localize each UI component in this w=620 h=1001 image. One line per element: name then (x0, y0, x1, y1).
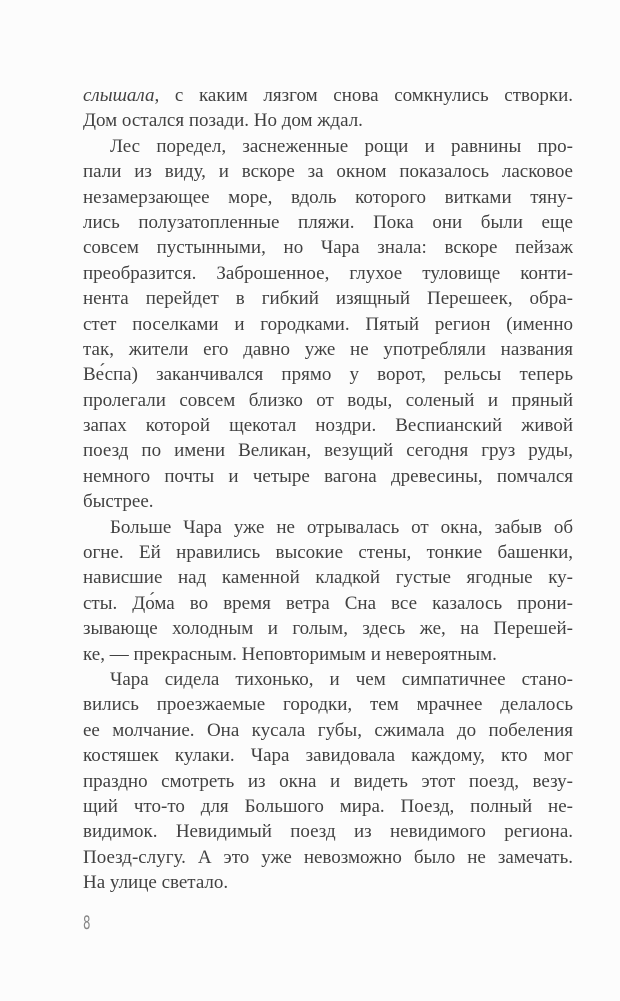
text-line (83, 337, 573, 362)
text-segment: Дом остался позади. Но дом ждал. (83, 110, 363, 132)
text-segment: преобразится. Заброшенное, глухое туловище конти- (83, 262, 573, 284)
text-line (83, 438, 573, 463)
text-line (83, 286, 573, 311)
text-segment: огне. Ей нравились высокие стены, тонкие башенки, (83, 542, 573, 564)
text-line (83, 362, 573, 387)
text-segment: поезд по имени Великан, везущий сегодня груз руды, (83, 440, 573, 462)
text-line (83, 845, 573, 870)
text-segment: праздно смотреть из окна и видеть этот поезд, везу- (83, 770, 573, 792)
text-line (83, 388, 573, 413)
text-segment: ке, — прекрасным. Неповторимым и невероятным. (83, 643, 497, 665)
text-line (83, 413, 573, 438)
text-segment: ее молчание. Она кусала губы, сжимала до побеления (83, 719, 573, 741)
text-line (83, 692, 573, 717)
text-line (83, 794, 573, 819)
text-line (83, 565, 573, 590)
text-line (83, 210, 573, 235)
text-segment: лись полузатопленные пляжи. Пока они были еще (83, 211, 573, 233)
text-line (83, 667, 573, 692)
text-segment: Поезд-слугу. А это уже невозможно было не замечать. (83, 846, 573, 868)
text-segment: нависшие над каменной кладкой густые ягодные ку- (83, 567, 573, 589)
text-segment: вились проезжаемые городки, тем мрачнее делалось (83, 694, 573, 716)
text-line (83, 540, 573, 565)
text-line (83, 159, 573, 184)
text-line (83, 489, 573, 514)
text-line (83, 261, 573, 286)
text-segment: костяшек кулаки. Чара завидовала каждому, кто мог (83, 745, 573, 767)
page-text-block (83, 83, 573, 896)
text-segment: Лес поредел, заснеженные рощи и равнины про- (110, 135, 573, 157)
text-line (83, 743, 573, 768)
text-segment: незамерзающее море, вдоль которого витками тяну- (83, 186, 573, 208)
text-segment: стет поселками и городками. Пятый регион (именно (83, 313, 573, 335)
text-segment: запах которой щекотал ноздри. Веспианский живой (83, 415, 573, 437)
text-segment: зывающе холодным и голым, здесь же, на Перешей- (83, 618, 573, 640)
text-line (83, 642, 573, 667)
page-number: 8 (83, 912, 91, 934)
text-segment: На улице светало. (83, 872, 229, 894)
text-line (83, 718, 573, 743)
text-segment: нента перейдет в гибкий изящный Перешеек, обра- (83, 288, 573, 310)
text-line (83, 235, 573, 260)
text-segment: , с каким лязгом снова сомкнулись створки. (154, 85, 573, 106)
text-line (83, 134, 573, 159)
text-segment: так, жители его давно уже не употребляли названия (83, 338, 573, 360)
text-line (83, 769, 573, 794)
text-segment: щий что-то для Большого мира. Поезд, полный не- (83, 795, 573, 817)
text-line (83, 819, 573, 844)
text-line (83, 312, 573, 337)
text-segment: быстрее. (83, 491, 154, 513)
text-segment: Чара сидела тихонько, и чем симпатичнее стано- (110, 668, 573, 690)
text-segment: сты. До́ма во время ветра Сна все казалось прони- (83, 592, 573, 614)
text-line (83, 185, 573, 210)
text-segment: Ве́спа) заканчивался прямо у ворот, рельсы теперь (83, 364, 573, 386)
text-segment: Больше Чара уже не отрывалась от окна, забыв об (110, 516, 573, 538)
text-segment: видимок. Невидимый поезд из невидимого региона. (83, 821, 573, 843)
text-segment: немного почты и четыре вагона древесины, помчался (83, 465, 573, 487)
text-line (83, 108, 573, 133)
text-segment: пали из виду, и вскоре за окном показалось ласковое (83, 161, 573, 183)
italic-text-segment: слышала (83, 85, 155, 106)
text-line (83, 870, 573, 895)
text-line (83, 591, 573, 616)
text-line (83, 515, 573, 540)
text-line (83, 464, 573, 489)
text-segment: совсем пустынными, но Чара знала: вскоре пейзаж (83, 237, 573, 259)
text-line (83, 616, 573, 641)
text-segment: пролегали совсем близко от воды, соленый и пряный (83, 389, 573, 411)
text-line (83, 83, 573, 108)
